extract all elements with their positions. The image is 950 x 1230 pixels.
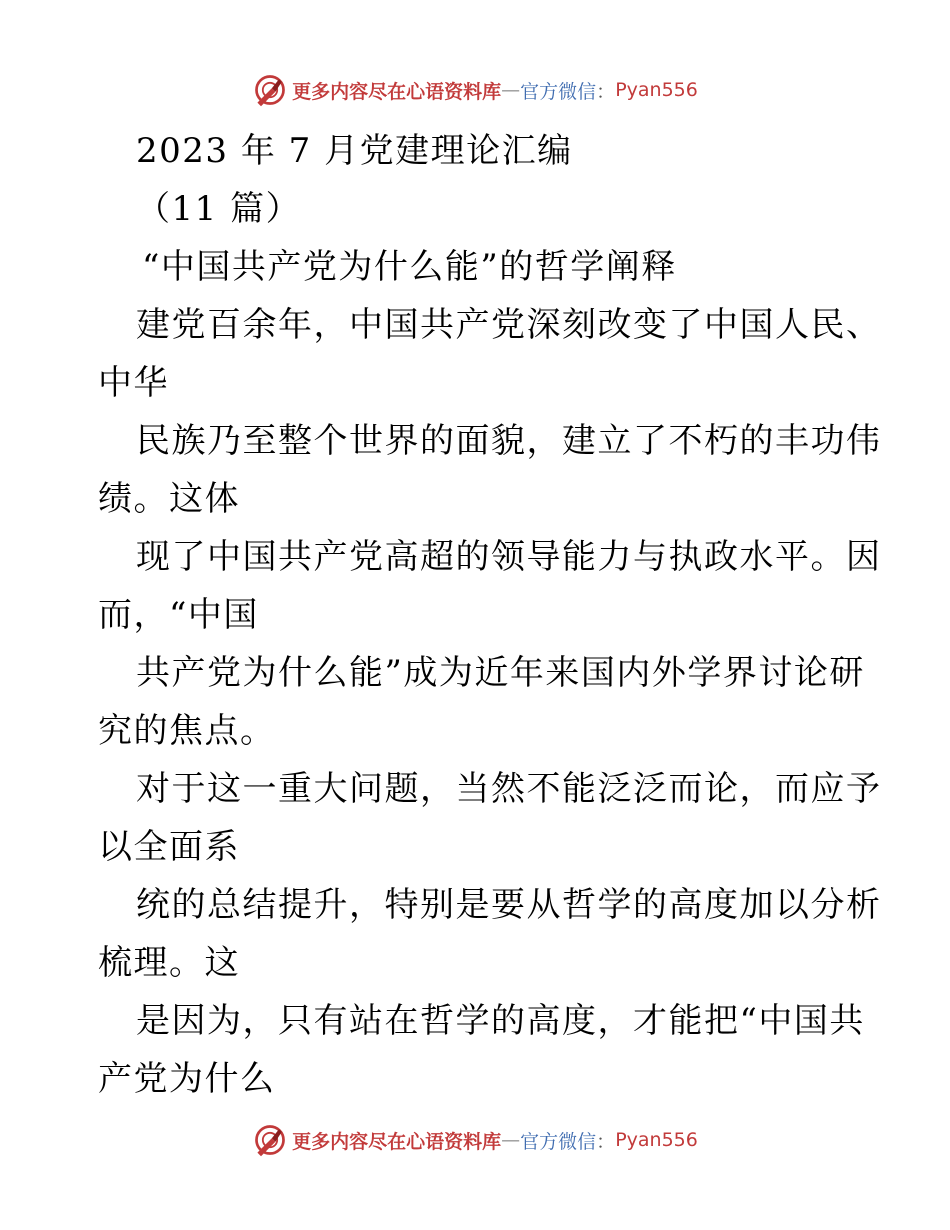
text-line bbox=[98, 412, 882, 470]
line-text: 梳理。这 bbox=[98, 943, 240, 983]
watermark-official-text: 官方微信 bbox=[520, 80, 597, 103]
line-text: （11 篇） bbox=[136, 189, 302, 229]
line-text: 民族乃至整个世界的面貌，建立了不朽的丰功伟 bbox=[136, 421, 882, 461]
pen-logo-icon bbox=[252, 72, 288, 108]
line-text: 是因为，只有站在哲学的高度，才能把“中国共 bbox=[136, 1001, 865, 1041]
line-text: 中华 bbox=[98, 363, 169, 403]
watermark-official-text: 官方微信 bbox=[520, 1130, 597, 1153]
text-line bbox=[98, 702, 858, 760]
line-text: 建党百余年，中国共产党深刻改变了中国人民、 bbox=[136, 305, 882, 345]
text-line bbox=[98, 586, 858, 644]
line-text: 而，“中国 bbox=[98, 595, 259, 635]
text-line bbox=[98, 818, 858, 876]
line-text: 以全面系 bbox=[98, 827, 240, 867]
text-line bbox=[98, 992, 865, 1050]
header-watermark bbox=[0, 68, 950, 112]
line-text: 共产党为什么能”成为近年来国内外学界讨论研 bbox=[136, 653, 865, 693]
text-line bbox=[98, 760, 882, 818]
line-text: 现了中国共产党高超的领导能力与执政水平。因 bbox=[136, 537, 882, 577]
watermark-site-text: 更多内容尽在心语资料库 bbox=[292, 80, 502, 103]
text-line bbox=[98, 934, 858, 992]
line-text: 产党为什么 bbox=[98, 1059, 276, 1099]
line-text: 2023 年 7 月党建理论汇编 bbox=[136, 131, 573, 171]
watermark-colon: ： bbox=[596, 80, 616, 103]
text-line bbox=[98, 296, 882, 354]
text-line bbox=[98, 354, 858, 412]
watermark-colon: ： bbox=[596, 1130, 616, 1153]
text-line bbox=[98, 122, 858, 180]
text-line bbox=[98, 528, 882, 586]
text-line bbox=[98, 238, 858, 296]
pen-logo-icon bbox=[252, 1122, 288, 1158]
line-text: “中国共产党为什么能”的哲学阐释 bbox=[142, 247, 677, 287]
line-text: 统的总结提升，特别是要从哲学的高度加以分析 bbox=[136, 885, 882, 925]
line-text: 绩。这体 bbox=[98, 479, 240, 519]
line-text: 究的焦点。 bbox=[98, 711, 276, 751]
watermark-site-text: 更多内容尽在心语资料库 bbox=[292, 1130, 502, 1153]
footer-watermark bbox=[0, 1118, 950, 1162]
text-line bbox=[98, 180, 858, 238]
text-line bbox=[98, 644, 865, 702]
line-text: 对于这一重大问题，当然不能泛泛而论，而应予 bbox=[136, 769, 882, 809]
text-line bbox=[98, 876, 882, 934]
text-line bbox=[98, 470, 858, 528]
watermark-dash: — bbox=[501, 79, 521, 101]
watermark-dash: — bbox=[501, 1129, 521, 1151]
document-body bbox=[98, 122, 882, 1108]
watermark-wechat-id: Pyan556 bbox=[615, 1129, 698, 1151]
watermark-wechat-id: Pyan556 bbox=[615, 79, 698, 101]
text-line bbox=[98, 1050, 858, 1108]
